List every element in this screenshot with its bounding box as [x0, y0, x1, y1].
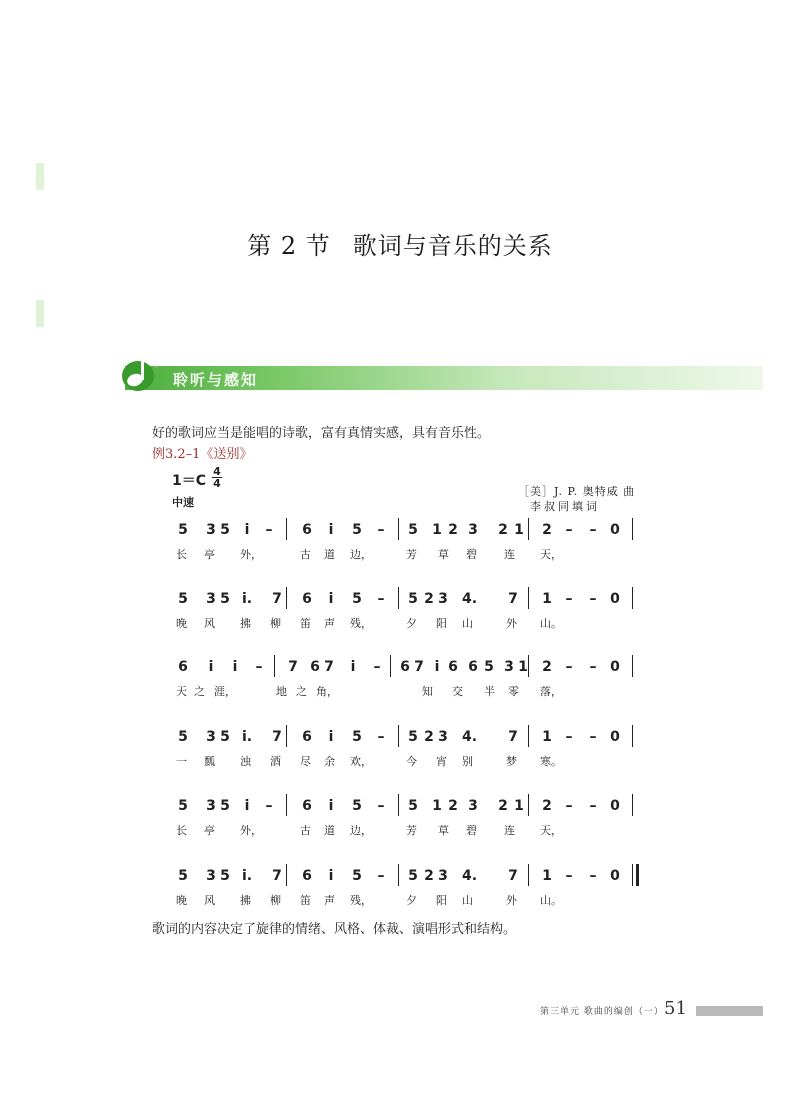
lyric-syllable: 寒。 [540, 755, 562, 768]
score-note: 5 [352, 591, 362, 607]
bar-line [528, 518, 529, 540]
score-note: – [377, 522, 385, 538]
score-note: 5 [178, 591, 188, 607]
lyric-syllable: 草 [438, 824, 449, 837]
bar-line [390, 655, 391, 677]
time-signature [212, 466, 222, 489]
score-note: i [328, 591, 334, 607]
lyric-syllable: 瓢 [204, 755, 215, 768]
score-note: 5 [408, 729, 418, 745]
lyric-syllable: 之 [296, 685, 307, 698]
bar-line [528, 587, 529, 609]
score-note: 2 [424, 591, 434, 607]
score-note: 0 [610, 868, 620, 884]
score-note: 5 [352, 798, 362, 814]
score-note: – [565, 798, 573, 814]
lyric-syllable: 外 [506, 617, 517, 630]
score-note: 7 [272, 729, 282, 745]
lyric-syllable: 落， [540, 685, 562, 698]
score-note: i [328, 798, 334, 814]
lyric-syllable: 古 [300, 548, 311, 561]
lyric-syllable: 酒 [270, 755, 281, 768]
score-note: i [244, 798, 250, 814]
score-note: – [265, 522, 273, 538]
bar-line [398, 864, 399, 886]
lyric-syllable: 晚 [176, 894, 187, 907]
score-note: 6 [178, 659, 188, 675]
score-note: – [373, 659, 381, 675]
closing-text: 歌词的内容决定了旋律的情绪、风格、体裁、演唱形式和结构。 [152, 922, 517, 937]
score-note: 6 [302, 591, 312, 607]
score-note: 7 [508, 591, 518, 607]
score-note: – [589, 522, 597, 538]
lyric-syllable: 残， [350, 617, 372, 630]
score-note: 6 [302, 522, 312, 538]
bar-line [286, 518, 287, 540]
score-note: 6 [400, 659, 410, 675]
bar-line [632, 725, 633, 747]
score-note: 0 [610, 522, 620, 538]
score-note: 2 [498, 522, 508, 538]
score-note: i [328, 522, 334, 538]
lyric-syllable: 梦 [506, 755, 517, 768]
lyric-syllable: 长 [176, 824, 187, 837]
score-note: i [208, 659, 214, 675]
score-note: i [328, 729, 334, 745]
bar-line [528, 725, 529, 747]
lyric-syllable: 一 [176, 755, 187, 768]
score-note: 6 [448, 659, 458, 675]
score-note: 6 [302, 729, 312, 745]
score-note: 6 [302, 798, 312, 814]
score-note: 4. [462, 591, 478, 607]
score-note: 5 [352, 522, 362, 538]
lyric-syllable: 今 [406, 755, 417, 768]
score-note: i [328, 868, 334, 884]
footer-bar [696, 1006, 763, 1016]
score-note: 7 [508, 729, 518, 745]
lyric-syllable: 知 [422, 685, 433, 698]
score-note: 7 [288, 659, 298, 675]
lyric-syllable: 别 [462, 755, 473, 768]
key-signature: 1＝C [172, 473, 207, 489]
lyric-syllable: 柳 [270, 617, 281, 630]
score-note: 5 [178, 729, 188, 745]
score-note: – [565, 868, 573, 884]
score-note: 3 [504, 659, 514, 675]
score-note: 5 [408, 591, 418, 607]
score-note: 0 [610, 798, 620, 814]
lyric-syllable: 天， [540, 548, 562, 561]
bar-line [632, 587, 633, 609]
score-note: 5 [220, 729, 230, 745]
score-note: 1 [514, 522, 524, 538]
score-note: 2 [542, 659, 552, 675]
score-note: 4. [462, 868, 478, 884]
score-note: i [232, 659, 238, 675]
score-note: i [350, 659, 356, 675]
lyric-syllable: 之 [194, 685, 205, 698]
bar-line [398, 518, 399, 540]
lyric-syllable: 笛 [300, 617, 311, 630]
score-note: 7 [272, 591, 282, 607]
score-note: 1 [542, 729, 552, 745]
score-note: 2 [542, 522, 552, 538]
lyric-syllable: 风 [204, 894, 215, 907]
score-note: – [565, 659, 573, 675]
score-note: 1 [518, 659, 528, 675]
score-note: 5 [408, 522, 418, 538]
lyric-syllable: 碧 [466, 824, 477, 837]
score-note: 3 [438, 868, 448, 884]
score-note: i. [241, 729, 253, 745]
bar-line [286, 864, 287, 886]
score-note: 1 [542, 591, 552, 607]
bar-line [632, 794, 633, 816]
time-sig-bottom: 4 [213, 477, 221, 490]
lyric-syllable: 山。 [540, 894, 562, 907]
score-note: 0 [610, 591, 620, 607]
score-note: 7 [414, 659, 424, 675]
score-note: 6 [468, 659, 478, 675]
lyric-syllable: 山 [462, 894, 473, 907]
lyric-syllable: 夕 [406, 617, 417, 630]
intro-text: 好的歌词应当是能唱的诗歌，富有真情实感，具有音乐性。 [152, 426, 491, 441]
bar-line [632, 655, 633, 677]
lyric-syllable: 声 [324, 617, 335, 630]
bar-line [274, 655, 275, 677]
lyric-syllable: 尽 [300, 755, 311, 768]
section-title-text: 歌词与音乐的关系 [352, 232, 553, 260]
bar-line [398, 725, 399, 747]
score-note: 5 [178, 522, 188, 538]
score-note: – [565, 729, 573, 745]
lyric-syllable: 声 [324, 894, 335, 907]
lyric-syllable: 交 [452, 685, 463, 698]
score-note: 7 [324, 659, 334, 675]
score-note: i [434, 659, 440, 675]
lyric-syllable: 晚 [176, 617, 187, 630]
page-number: 51 [664, 998, 687, 1019]
lyric-syllable: 残， [350, 894, 372, 907]
lyric-syllable: 古 [300, 824, 311, 837]
lyric-syllable: 零 [508, 685, 519, 698]
lyric-syllable: 欢， [350, 755, 372, 768]
footer-unit: 第三单元 歌曲的编创（一） [540, 1007, 664, 1017]
bar-line [286, 725, 287, 747]
lyric-syllable: 拂 [240, 617, 251, 630]
score-note: 5 [220, 591, 230, 607]
score-note: – [589, 659, 597, 675]
score-note: 3 [468, 522, 478, 538]
score-note: – [589, 591, 597, 607]
score-note: 7 [272, 868, 282, 884]
score-note: 3 [206, 798, 216, 814]
score-note: 5 [220, 798, 230, 814]
score-note: 5 [408, 868, 418, 884]
score-note: 2 [424, 868, 434, 884]
lyric-syllable: 阳 [436, 894, 447, 907]
bar-line [632, 518, 633, 540]
score-note: 3 [206, 729, 216, 745]
score-note: 3 [438, 591, 448, 607]
score-note: 1 [514, 798, 524, 814]
lyric-syllable: 山。 [540, 617, 562, 630]
score-note: 3 [438, 729, 448, 745]
tempo-marking: 中速 [172, 496, 194, 509]
time-sig-top: 4 [213, 465, 221, 478]
score-note: 0 [610, 729, 620, 745]
example-label: 例3.2–1《送别》 [152, 447, 253, 462]
lyric-syllable: 亭 [204, 824, 215, 837]
score-note: 5 [178, 868, 188, 884]
lyric-syllable: 夕 [406, 894, 417, 907]
score-note: 5 [352, 729, 362, 745]
bar-line [286, 794, 287, 816]
lyric-syllable: 芳 [406, 824, 417, 837]
lyric-syllable: 外 [506, 894, 517, 907]
lyric-syllable: 碧 [466, 548, 477, 561]
score-note: 2 [424, 729, 434, 745]
score-note: – [589, 798, 597, 814]
lyric-syllable: 拂 [240, 894, 251, 907]
score-note: 4. [462, 729, 478, 745]
score-note: 3 [206, 522, 216, 538]
score-note: 1 [542, 868, 552, 884]
lyric-syllable: 亭 [204, 548, 215, 561]
score-note: – [255, 659, 263, 675]
lyric-syllable: 浊 [240, 755, 251, 768]
lyric-syllable: 风 [204, 617, 215, 630]
score-note: 3 [206, 591, 216, 607]
lyricist-credit: 李叔同填词 [530, 500, 600, 513]
score-note: 2 [448, 522, 458, 538]
score-note: i [244, 522, 250, 538]
lyric-syllable: 角， [316, 685, 338, 698]
bar-line [528, 794, 529, 816]
score-note: 1 [432, 522, 442, 538]
lyric-syllable: 道 [324, 548, 335, 561]
score-note: 1 [432, 798, 442, 814]
score-note: – [589, 868, 597, 884]
score-note: 7 [508, 868, 518, 884]
score-note: 5 [220, 868, 230, 884]
bar-line [398, 794, 399, 816]
lyric-syllable: 柳 [270, 894, 281, 907]
bar-line [286, 587, 287, 609]
score-note: 3 [468, 798, 478, 814]
bar-line [528, 864, 529, 886]
lyric-syllable: 余 [324, 755, 335, 768]
lyric-syllable: 天 [176, 685, 187, 698]
lyric-syllable: 道 [324, 824, 335, 837]
lyric-syllable: 宵 [436, 755, 447, 768]
score-note: 2 [542, 798, 552, 814]
lyric-syllable: 半 [484, 685, 495, 698]
score-note: 5 [352, 868, 362, 884]
section-number: 第 2 节 [247, 232, 331, 260]
score-note: – [377, 729, 385, 745]
score-note: 5 [220, 522, 230, 538]
lyric-syllable: 涯， [214, 685, 236, 698]
score-note: – [377, 868, 385, 884]
score-note: 6 [310, 659, 320, 675]
lyric-syllable: 边， [350, 548, 372, 561]
score-note: 5 [484, 659, 494, 675]
lyric-syllable: 外， [240, 548, 262, 561]
score-note: 2 [448, 798, 458, 814]
score-note: 0 [610, 659, 620, 675]
score-note: i. [241, 868, 253, 884]
composer-credit: ［美］J. P. 奥特威 曲 [518, 485, 636, 498]
lyric-syllable: 笛 [300, 894, 311, 907]
bar-line [398, 587, 399, 609]
score-note: – [565, 522, 573, 538]
bar-line [632, 864, 639, 886]
score-note: 6 [302, 868, 312, 884]
lyric-syllable: 连 [504, 824, 515, 837]
score-note: 5 [408, 798, 418, 814]
lyric-syllable: 山 [462, 617, 473, 630]
score-note: 3 [206, 868, 216, 884]
score-note: i. [241, 591, 253, 607]
lyric-syllable: 地 [276, 685, 287, 698]
lyric-syllable: 连 [504, 548, 515, 561]
score-note: – [589, 729, 597, 745]
score-note: – [265, 798, 273, 814]
score-note: – [377, 798, 385, 814]
score-note: – [565, 591, 573, 607]
score-note: 2 [498, 798, 508, 814]
lyric-syllable: 草 [438, 548, 449, 561]
lyric-syllable: 外， [240, 824, 262, 837]
bar-line [528, 655, 529, 677]
lyric-syllable: 芳 [406, 548, 417, 561]
score-note: – [377, 591, 385, 607]
banner-label: 聆听与感知 [173, 371, 259, 389]
score-note: 5 [178, 798, 188, 814]
lyric-syllable: 长 [176, 548, 187, 561]
lyric-syllable: 天， [540, 824, 562, 837]
lyric-syllable: 边， [350, 824, 372, 837]
lyric-syllable: 阳 [436, 617, 447, 630]
